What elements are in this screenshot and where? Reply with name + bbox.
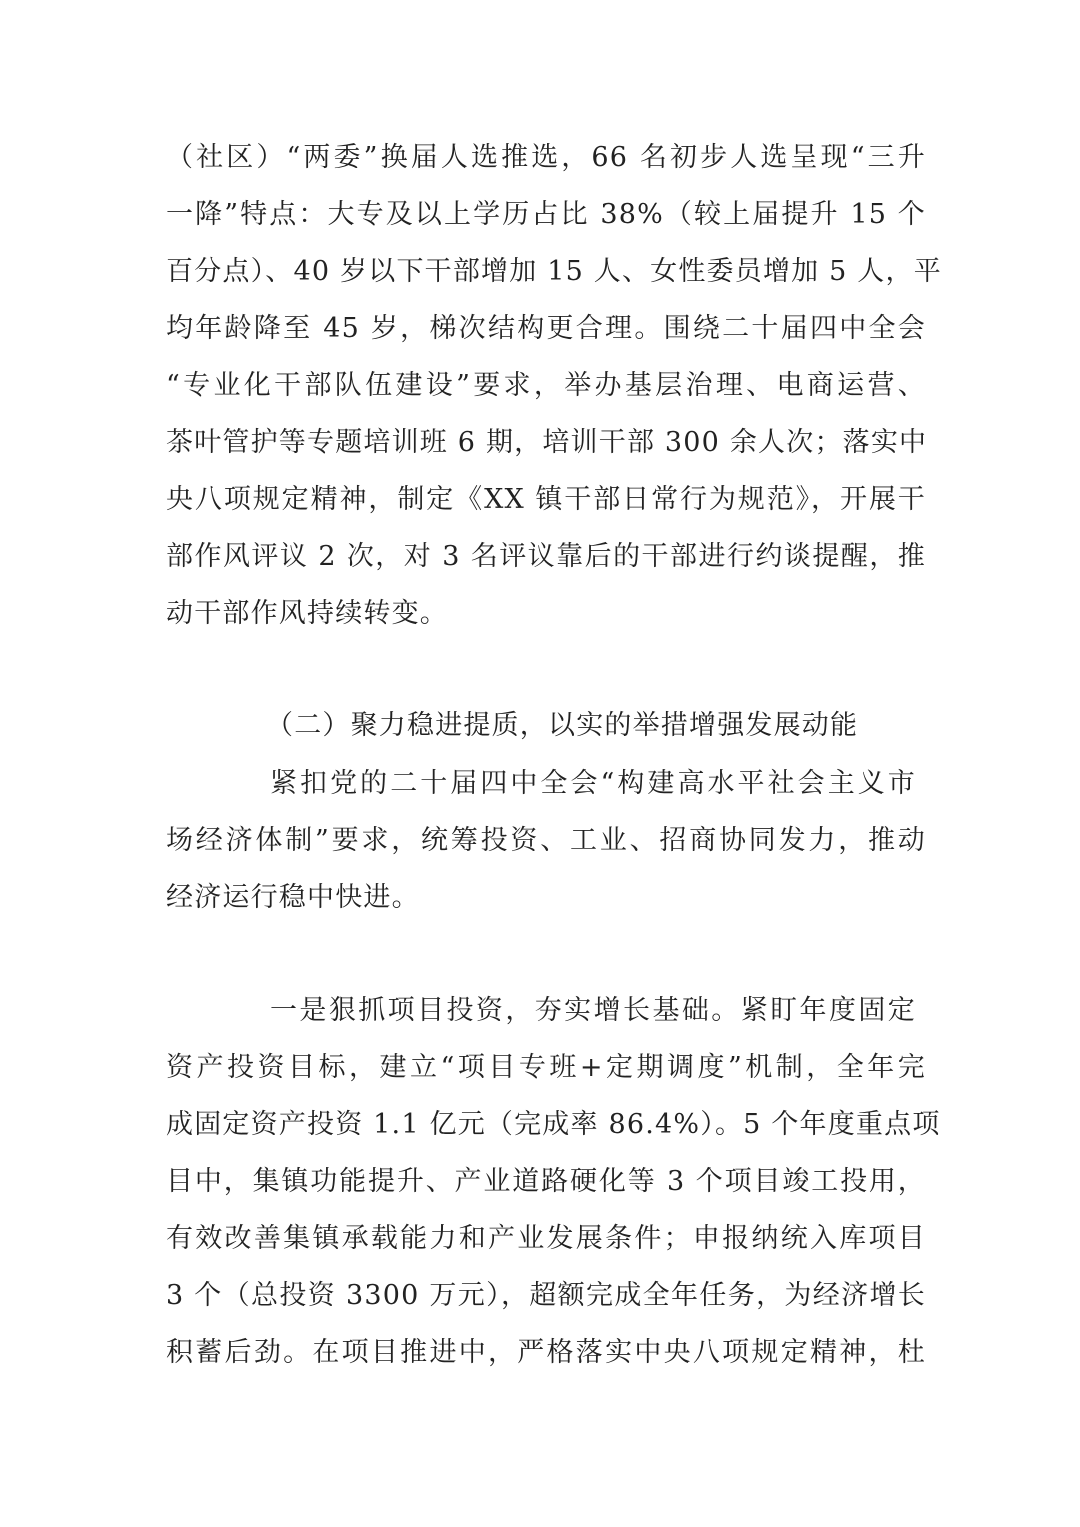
paragraph1-line-2: 一降”特点：大专及以上学历占比 38%（较上届提升 15 个: [166, 199, 926, 230]
paragraph3-line-1: 一是狠抓项目投资，夯实增长基础。紧盯年度固定: [270, 995, 916, 1026]
paragraph1-line-6: 茶叶管护等专题培训班 6 期，培训干部 300 余人次；落实中: [166, 427, 928, 458]
paragraph1-line-5: “专业化干部队伍建设”要求，举办基层治理、电商运营、: [166, 370, 926, 401]
paragraph3-line-7: 积蓄后劲。在项目推进中，严格落实中央八项规定精神，杜: [166, 1337, 926, 1368]
paragraph1-line-8: 部作风评议 2 次，对 3 名评议靠后的干部进行约谈提醒，推: [166, 541, 926, 572]
paragraph3-line-6: 3 个（总投资 3300 万元），超额完成全年任务，为经济增长: [166, 1280, 926, 1311]
paragraph3-line-5: 有效改善集镇承载能力和产业发展条件；申报纳统入库项目: [166, 1223, 926, 1254]
paragraph1-line-7: 央八项规定精神，制定《XX 镇干部日常行为规范》，开展干: [166, 484, 926, 515]
section2-heading: （二）聚力稳进提质，以实的举措增强发展动能: [266, 710, 859, 741]
paragraph3-line-4: 目中，集镇功能提升、产业道路硬化等 3 个项目竣工投用，: [166, 1166, 926, 1197]
paragraph1-line-9: 动干部作风持续转变。: [166, 598, 448, 629]
section2-intro-line-1: 紧扣党的二十届四中全会“构建高水平社会主义市: [270, 768, 916, 799]
paragraph3-line-2: 资产投资目标，建立“项目专班+定期调度”机制，全年完: [166, 1052, 926, 1083]
paragraph1-line-3: 百分点）、40 岁以下干部增加 15 人、女性委员增加 5 人，平: [166, 256, 942, 287]
paragraph3-line-3: 成固定资产投资 1.1 亿元（完成率 86.4%）。5 个年度重点项: [166, 1109, 941, 1140]
section2-intro-line-2: 场经济体制”要求，统筹投资、工业、招商协同发力，推动: [166, 825, 926, 856]
paragraph1-line-1: （社区）“两委”换届人选推选，66 名初步人选呈现“三升: [166, 142, 926, 173]
section2-intro-line-3: 经济运行稳中快进。: [166, 882, 420, 913]
paragraph1-line-4: 均年龄降至 45 岁，梯次结构更合理。围绕二十届四中全会: [166, 313, 926, 344]
